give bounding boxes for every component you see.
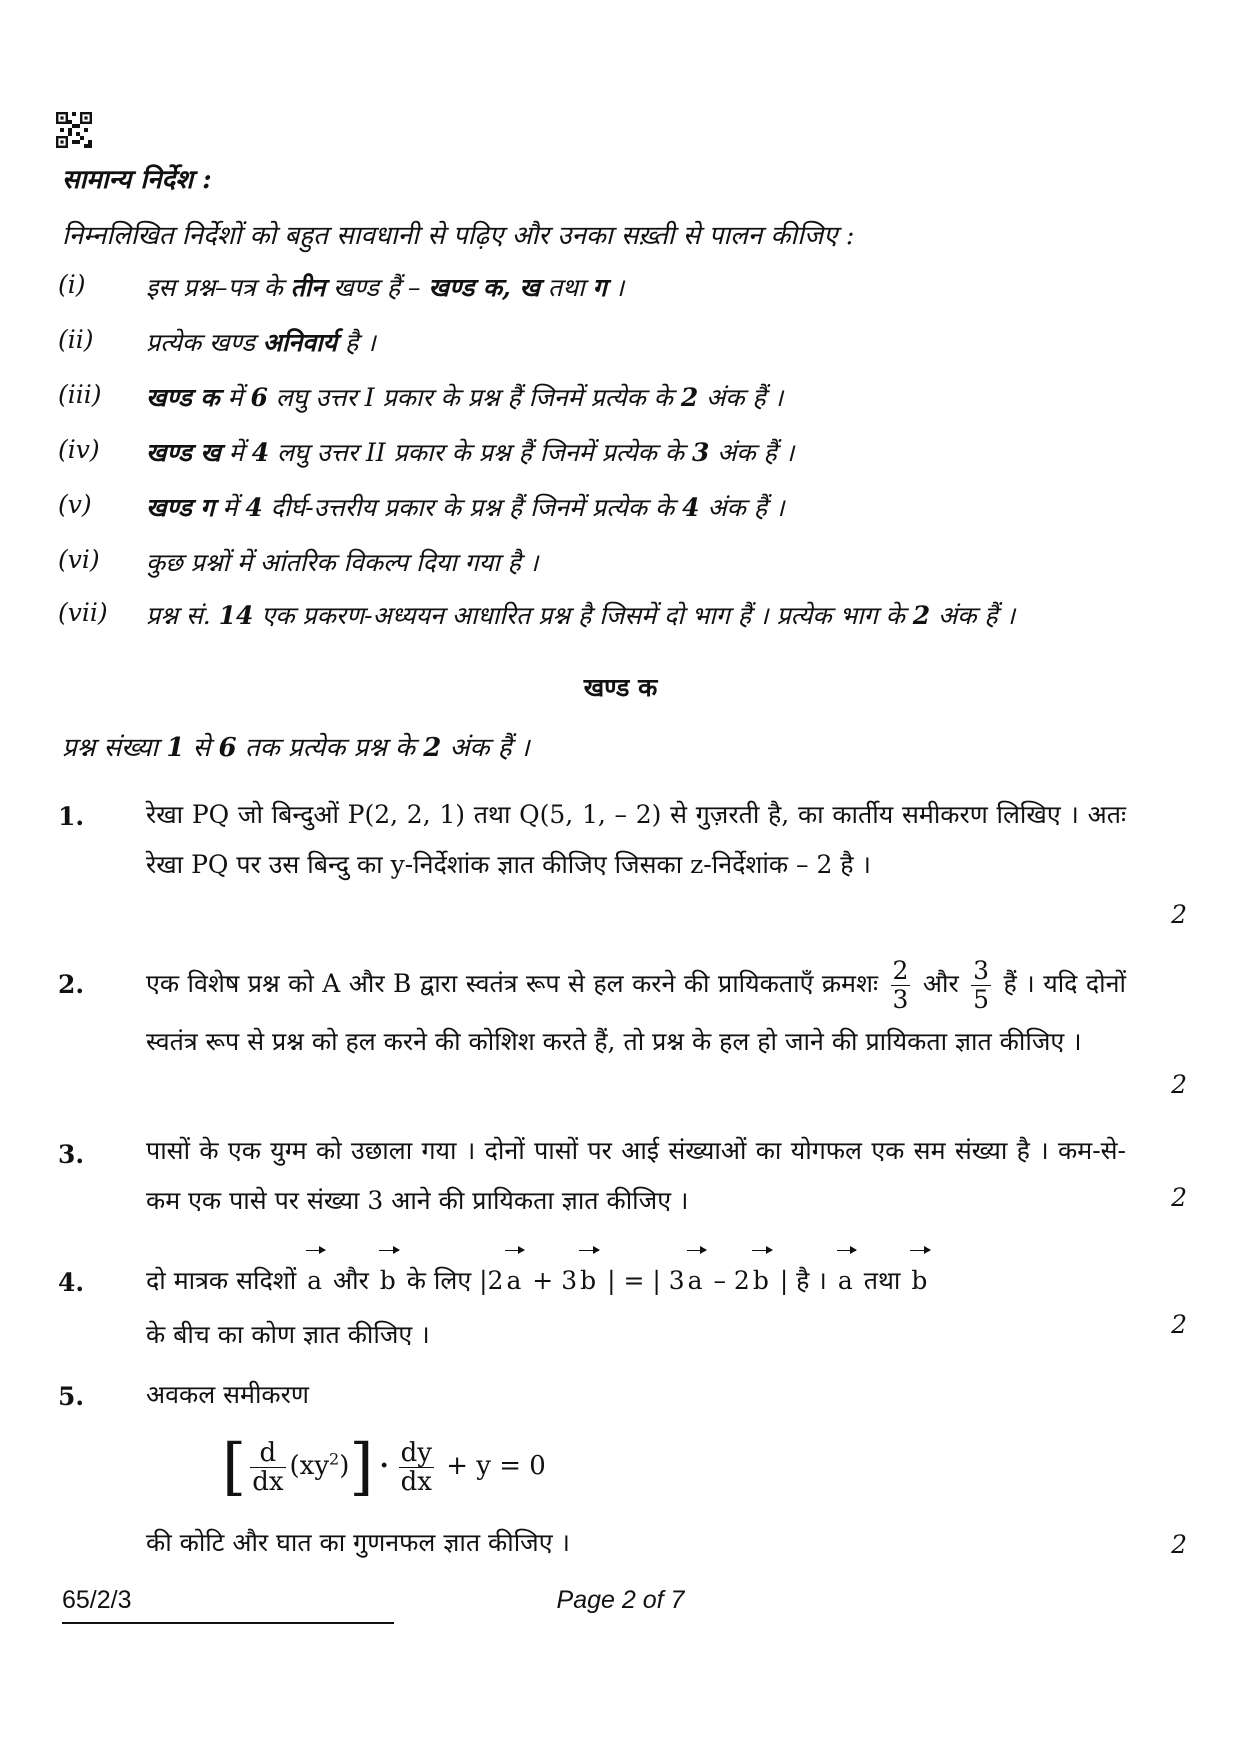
footer-rule (62, 1622, 394, 1624)
question-number: 2. (58, 970, 85, 999)
qr-code-icon (56, 112, 92, 148)
section-title: खण्ड क (583, 673, 658, 702)
instruction-number: (iv) (58, 435, 100, 464)
question-text: की कोटि और घात का गुणनफल ज्ञात कीजिए । (146, 1528, 570, 1557)
page-number: Page 2 of 7 (556, 1586, 685, 1614)
instruction-text: प्रत्येक खण्ड अनिवार्य है । (146, 328, 376, 357)
fraction: $\frac{2}{3}$ (892, 956, 909, 1014)
instruction-number: (vii) (58, 598, 108, 627)
question-number: 4. (58, 1268, 85, 1297)
instruction-number: (i) (58, 270, 86, 299)
question-marks: 2 (1171, 1530, 1187, 1559)
question-text: पासों के एक युग्म को उछाला गया । दोनों पासों पर आई संख्याओं का योगफल एक सम संख्या है । कम-से-कम एक पासे पर संख्या 3 आने की प्रायिकता ज्ञात कीजिए । (146, 1136, 1126, 1215)
question-number: 3. (58, 1140, 85, 1169)
vector-a: a (838, 1244, 853, 1308)
instruction-number: (ii) (58, 325, 94, 354)
question-number: 5. (58, 1382, 85, 1411)
paper-code: 65/2/3 (62, 1586, 132, 1614)
fraction: $\frac{dy}{dx}$ (400, 1437, 432, 1497)
vector-b: b (911, 1244, 927, 1308)
question-marks: 2 (1171, 1183, 1187, 1212)
fraction: $\frac{3}{5}$ (973, 956, 990, 1014)
vector-a: a (688, 1244, 703, 1308)
instructions-intro: निम्नलिखित निर्देशों को बहुत सावधानी से पढ़िए और उनका सख़्ती से पालन कीजिए : (62, 221, 855, 251)
instruction-text: इस प्रश्न–पत्र के तीन खण्ड हैं – खण्ड क, ख तथा ग । (146, 273, 625, 302)
vector-b: b (580, 1244, 596, 1308)
question-number: 1. (58, 802, 85, 831)
section-intro: प्रश्न संख्या 1 से 6 तक प्रत्येक प्रश्न के 2 अंक हैं । (62, 733, 530, 763)
instruction-text: खण्ड क में 6 लघु उत्तर I प्रकार के प्रश्न हैं जिनमें प्रत्येक के 2 अंक हैं । (146, 383, 784, 412)
instruction-text: खण्ड ख में 4 लघु उत्तर II प्रकार के प्रश्न हैं जिनमें प्रत्येक के 3 अंक हैं । (146, 438, 795, 467)
instruction-number: (iii) (58, 380, 102, 409)
instruction-number: (v) (58, 490, 92, 519)
left-bracket: [ (222, 1430, 247, 1503)
question-marks: 2 (1171, 900, 1187, 929)
right-bracket: ] (349, 1430, 374, 1503)
question-marks: 2 (1171, 1070, 1187, 1099)
instruction-text: खण्ड ग में 4 दीर्घ-उत्तरीय प्रकार के प्रश्न हैं जिनमें प्रत्येक के 4 अंक हैं । (146, 493, 785, 522)
fraction: $\frac{d}{dx}$ (252, 1437, 284, 1497)
question-text: दो मात्रक सदिशों a और b के लिए |2 a + 3 b | = | 3 a – 2 b | है । a तथा b के बीच का कोण ज्ञात कीजिए । (146, 1244, 1126, 1362)
vector-b: b (753, 1244, 769, 1308)
question-text: रेखा PQ जो बिन्दुओं P(2, 2, 1) तथा Q(5, 1, – 2) से गुज़रती है, का कार्तीय समीकरण लिखिए । अतः रेखा PQ पर उस बिन्दु का y-निर्देशांक ज्ञात कीजिए जिसका z-निर्देशांक – 2 है । (146, 800, 1126, 879)
general-instructions-heading: सामान्य निर्देश : (62, 165, 212, 195)
vector-b: b (380, 1244, 396, 1308)
differential-equation: [ $\frac{d}{dx}$ $(xy^2)$] · $\frac{dy}{dx}$ + y = 0 (222, 1430, 546, 1503)
instruction-text: कुछ प्रश्नों में आंतरिक विकल्प दिया गया है । (146, 548, 539, 577)
vector-a: a (307, 1244, 322, 1308)
question-text: एक विशेष प्रश्न को A और B द्वारा स्वतंत्र रूप से हल करने की प्रायिकताएँ क्रमशः $\frac{2}{3}$ और $\frac{3}{5}$ हैं । यदि दोनों स्वतंत्र रूप से प्रश्न को हल करने की कोशिश करते हैं, तो प्रश्न के हल हो जाने की प्रायिकता ज्ञात कीजिए । (146, 956, 1127, 1056)
vector-a: a (506, 1244, 521, 1308)
question-text: अवकल समीकरण (146, 1380, 309, 1409)
instruction-number: (vi) (58, 545, 100, 574)
instruction-text: प्रश्न सं. 14 एक प्रकरण-अध्ययन आधारित प्रश्न है जिसमें दो भाग हैं । प्रत्येक भाग के 2 अंक हैं । (146, 601, 1016, 630)
question-marks: 2 (1171, 1310, 1187, 1339)
